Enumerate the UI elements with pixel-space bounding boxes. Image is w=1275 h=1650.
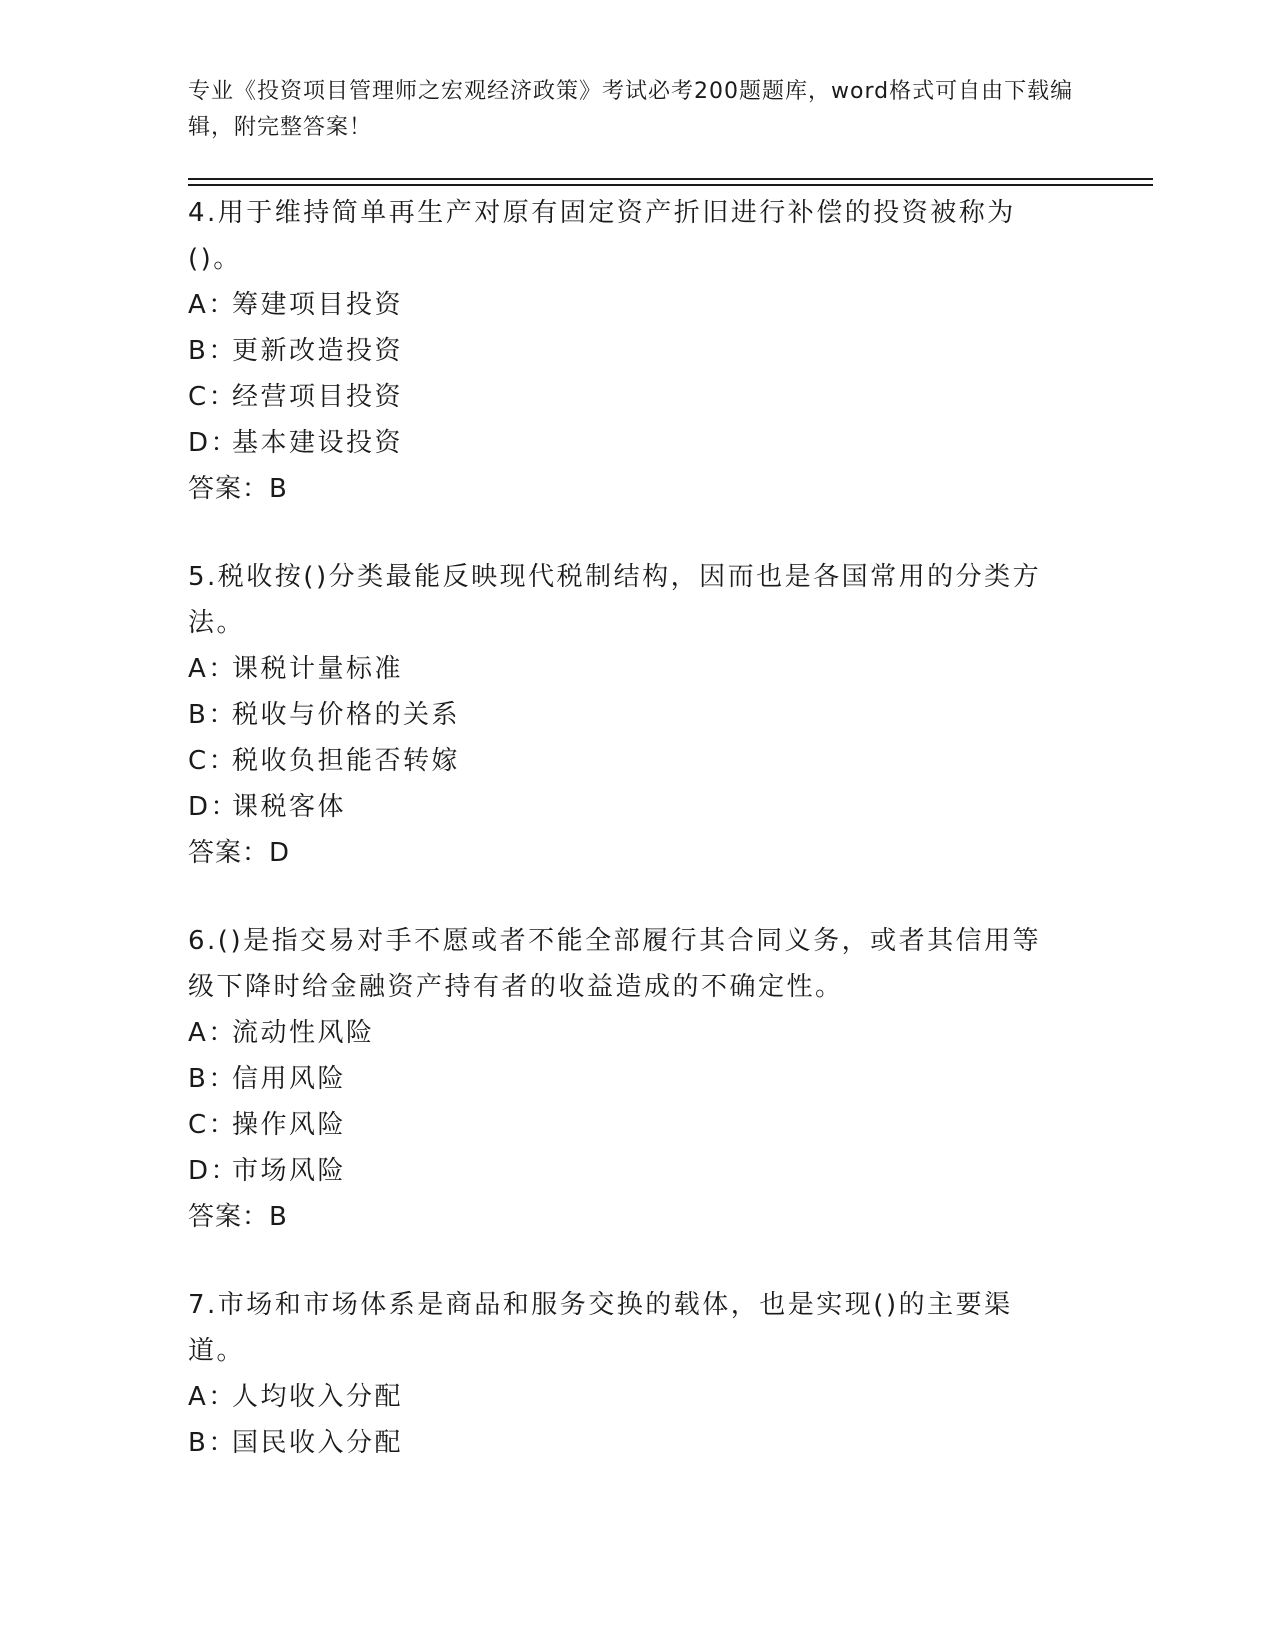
option-key: D： (188, 1156, 240, 1186)
question-5 (188, 554, 1068, 876)
option-text: 市场风险 (232, 1156, 347, 1186)
option-key: C： (188, 746, 238, 776)
option-a (188, 1374, 1068, 1420)
question-stem: 5.税收按()分类最能反映现代税制结构，因而也是各国常用的分类方法。 (188, 562, 1042, 638)
option-b (188, 1420, 1068, 1466)
option-key: B： (188, 700, 237, 730)
header-rule-bottom (188, 184, 1153, 186)
option-d (188, 420, 1068, 466)
question-7 (188, 1282, 1068, 1466)
answer: 答案：B (188, 1202, 288, 1232)
option-key: A： (188, 290, 237, 320)
option-b (188, 692, 1068, 738)
option-key: A： (188, 654, 237, 684)
option-b (188, 1056, 1068, 1102)
option-key: D： (188, 428, 240, 458)
question-4 (188, 190, 1068, 512)
option-text: 税收与价格的关系 (232, 700, 461, 730)
option-key: C： (188, 382, 238, 412)
option-a (188, 646, 1068, 692)
question-stem: 4.用于维持简单再生产对原有固定资产折旧进行补偿的投资被称为()。 (188, 198, 1016, 274)
option-key: B： (188, 1064, 237, 1094)
option-b (188, 328, 1068, 374)
option-text: 人均收入分配 (232, 1382, 404, 1412)
option-key: A： (188, 1018, 237, 1048)
option-text: 信用风险 (232, 1064, 347, 1094)
option-key: A： (188, 1382, 237, 1412)
document-header: 专业《投资项目管理师之宏观经济政策》考试必考200题题库，word格式可自由下载编辑，附完整答案！ (188, 79, 1074, 140)
option-text: 更新改造投资 (232, 336, 404, 366)
option-d (188, 784, 1068, 830)
option-key: C： (188, 1110, 238, 1140)
option-text: 流动性风险 (232, 1018, 375, 1048)
option-key: B： (188, 1428, 237, 1458)
option-text: 课税计量标准 (232, 654, 404, 684)
option-key: D： (188, 792, 240, 822)
option-text: 筹建项目投资 (232, 290, 404, 320)
option-text: 基本建设投资 (232, 428, 404, 458)
header-rule-top (188, 178, 1153, 180)
option-text: 税收负担能否转嫁 (232, 746, 461, 776)
option-a (188, 1010, 1068, 1056)
option-text: 国民收入分配 (232, 1428, 404, 1458)
option-text: 经营项目投资 (232, 382, 404, 412)
option-text: 操作风险 (232, 1110, 347, 1140)
option-d (188, 1148, 1068, 1194)
question-stem: 7.市场和市场体系是商品和服务交换的载体，也是实现()的主要渠道。 (188, 1290, 1013, 1366)
option-c (188, 374, 1068, 420)
option-a (188, 282, 1068, 328)
option-c (188, 1102, 1068, 1148)
option-text: 课税客体 (232, 792, 347, 822)
question-6 (188, 918, 1068, 1240)
answer: 答案：B (188, 474, 288, 504)
question-stem: 6.()是指交易对手不愿或者不能全部履行其合同义务，或者其信用等级下降时给金融资产持有者的收益造成的不确定性。 (188, 926, 1042, 1002)
answer: 答案：D (188, 838, 291, 868)
option-c (188, 738, 1068, 784)
option-key: B： (188, 336, 237, 366)
